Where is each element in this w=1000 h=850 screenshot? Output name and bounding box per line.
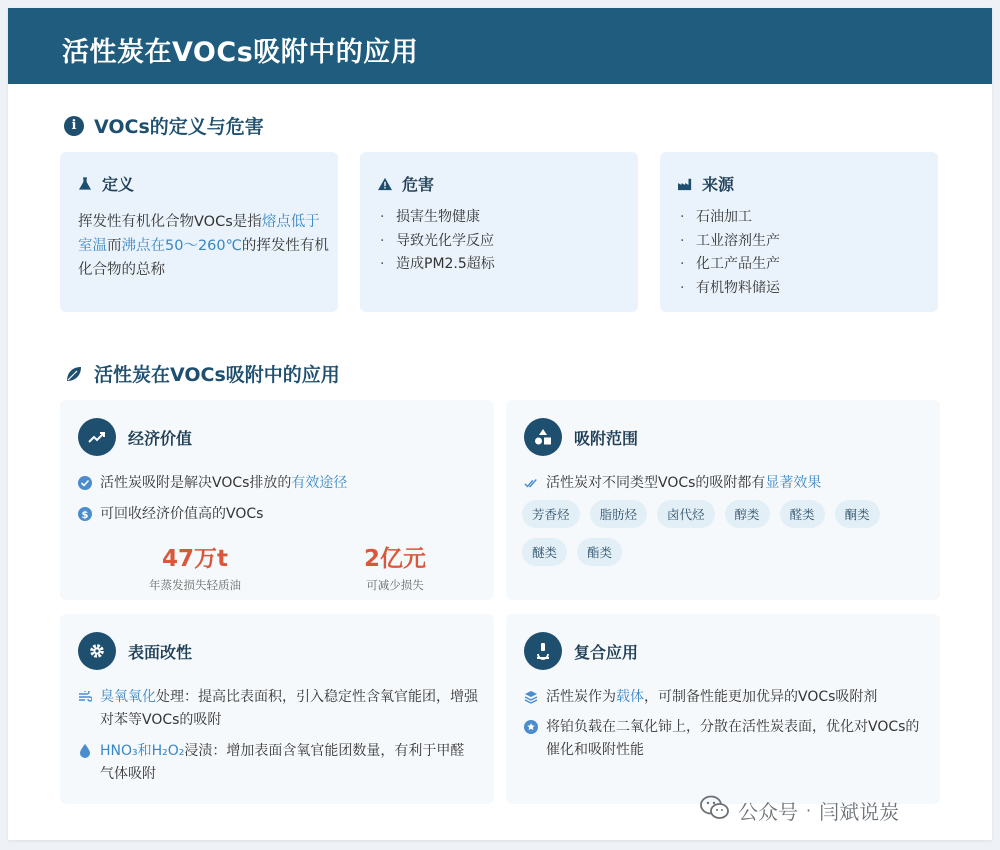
factory-icon (678, 177, 692, 191)
list-item: · 损害生物健康 (380, 209, 480, 225)
dollar-icon (78, 507, 92, 521)
economic-line-2: $ 可回收经济价值高的VOCs (78, 503, 263, 526)
source-list (680, 206, 780, 300)
star-icon (524, 720, 538, 734)
card-title: 来源 (702, 175, 735, 194)
page-frame (8, 8, 992, 840)
economic-value-card (60, 400, 494, 600)
card-header (78, 172, 134, 195)
tag-aldehydes: 醛类 (780, 500, 825, 528)
section-definition-heading (64, 112, 264, 139)
definition-card (60, 152, 338, 312)
adsorption-range-card (506, 400, 940, 600)
list-item: · 石油加工 (680, 209, 752, 225)
flask-icon (78, 177, 92, 191)
info-icon: i (64, 116, 84, 136)
list-item: · 导致光化学反应 (380, 232, 494, 249)
warning-icon (378, 177, 392, 191)
stat-value: 2亿元 (363, 546, 426, 572)
surface-line-2: HNO₃和H₂O₂浸渍：增加表面含氧官能团数量，有利于甲醛气体吸附 (78, 740, 478, 786)
svg-text:$: $ (81, 510, 89, 521)
double-check-icon (524, 476, 538, 490)
card-header (524, 418, 638, 456)
card-title: 经济价值 (128, 428, 193, 448)
trend-icon (78, 418, 116, 456)
tag-esters: 酯类 (577, 538, 622, 566)
hazard-list (380, 206, 495, 277)
tag-aliphatic: 脂肪烃 (590, 500, 648, 528)
section-application-heading (64, 360, 340, 387)
composite-line-2: 将铂负载在二氧化铈上，分散在活性炭表面，优化对VOCs的催化和吸附性能 (524, 716, 924, 762)
stat-oil-loss (130, 540, 260, 593)
layers-icon (524, 690, 538, 704)
section-title: VOCs的定义与危害 (94, 116, 264, 138)
list-item: · 化工产品生产 (680, 256, 780, 272)
composite-line-1: 活性炭作为载体，可制备性能更加优异的VOCs吸附剂 (524, 686, 924, 709)
list-item: · 有机物料储运 (680, 279, 780, 296)
wind-icon (78, 690, 92, 704)
card-header (78, 418, 192, 456)
shapes-icon (524, 418, 562, 456)
stat-value: 47万t (161, 546, 228, 572)
section-title: 活性炭在VOCs吸附中的应用 (94, 364, 340, 386)
card-header (378, 172, 434, 195)
tag-alcohols: 醇类 (725, 500, 770, 528)
card-header (678, 172, 734, 195)
tag-halogenated: 卤代烃 (657, 500, 715, 528)
stat-money-saved (330, 540, 460, 593)
surface-modification-card (60, 614, 494, 804)
drop-icon (78, 744, 92, 758)
microscope-icon (524, 632, 562, 670)
card-header (524, 632, 638, 670)
composite-application-card (506, 614, 940, 804)
card-title: 复合应用 (574, 642, 639, 662)
range-line: 活性炭对不同类型VOCs的吸附都有显著效果 (524, 472, 821, 495)
tag-ethers: 醚类 (522, 538, 567, 566)
stat-caption: 可减少损失 (366, 578, 424, 592)
leaf-icon (64, 364, 84, 384)
card-title: 表面改性 (128, 642, 193, 662)
check-icon (78, 476, 92, 490)
definition-text: 挥发性有机化合物VOCs是指熔点低于室温而沸点在50～260℃的挥发性有机化合物的总称 (78, 214, 329, 278)
economic-line-1: 活性炭吸附是解决VOCs排放的有效途径 (78, 472, 347, 495)
card-title: 定义 (102, 175, 135, 194)
watermark-name: 闫斌说炭 (819, 800, 900, 824)
list-item: · 工业溶剂生产 (680, 232, 780, 249)
wechat-icon (700, 795, 730, 826)
card-title: 吸附范围 (574, 428, 639, 448)
watermark-separator: · (806, 801, 812, 820)
list-item: · 造成PM2.5超标 (380, 256, 495, 272)
source-card (660, 152, 938, 312)
surface-line-1: 臭氧氧化处理：提高比表面积，引入稳定性含氧官能团，增强对苯等VOCs的吸附 (78, 686, 478, 732)
voc-type-tags (522, 500, 922, 566)
card-title: 危害 (402, 175, 435, 194)
gear-icon (78, 632, 116, 670)
watermark-brand: 公众号 (738, 800, 798, 824)
page-title: 活性炭在VOCs吸附中的应用 (62, 37, 419, 68)
tag-aromatic: 芳香烃 (522, 500, 580, 528)
header-banner (8, 8, 992, 84)
card-header (78, 632, 192, 670)
watermark (700, 795, 899, 826)
stat-caption: 年蒸发损失轻质油 (149, 578, 241, 592)
hazard-card (360, 152, 638, 312)
tag-ketones: 酮类 (835, 500, 880, 528)
